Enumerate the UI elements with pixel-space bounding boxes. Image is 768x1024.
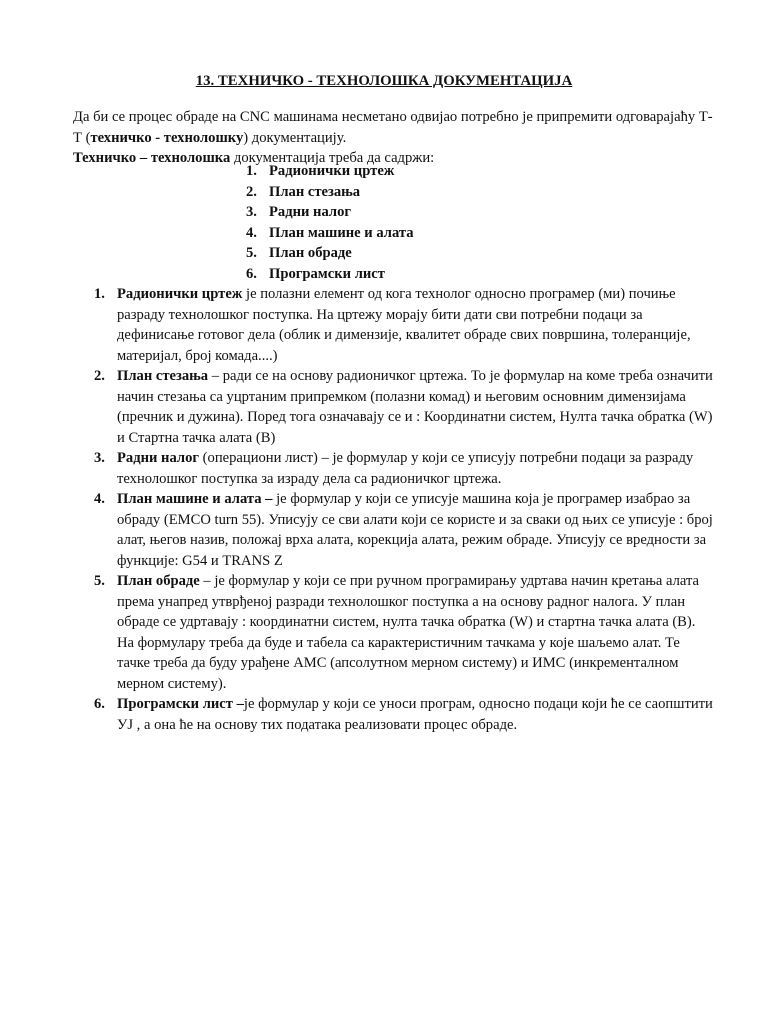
contents-list-item — [246, 243, 414, 264]
details-list — [94, 284, 714, 735]
contents-list-item — [246, 264, 414, 285]
item-label: План обраде — [269, 245, 352, 261]
item-number: 3. — [246, 204, 257, 220]
detail-term: Програмски лист – — [117, 696, 244, 712]
intro-section — [73, 107, 713, 169]
contents-list-item — [246, 202, 414, 223]
detail-text: је формулар у који се уписује машина која је програмер изабрао за обраду (EMCO turn 55). Уписују се сви алати који се користе и за сваки од њих се уписује : број алат, његов назив, положај врха алата, корекција алата, режим обраде. Уписују се вредности за функције: G54 и TRANS Z — [117, 491, 713, 569]
detail-text: је формулар у који се уноси програм, односно подаци који ће се саопштити УЈ , а она ће на основу тих података реализовати процес обраде. — [117, 696, 713, 733]
item-number: 2. — [94, 368, 105, 384]
contents-list-item — [246, 223, 414, 244]
contents-lead-text: документација треба да садржи: — [230, 150, 435, 166]
detail-term: Радионички цртеж — [117, 286, 243, 302]
detail-text: – је формулар у који се при ручном програмирању удртава начин кретања алата према унапред утврђеној разради технолошког поступка а на основу радног налога. У план обраде се удртавају : координатни систем, нулта тачка обратка (W) и стартна тачка алата (B). На формулару треба да буде и табела са карактеристичним тачкама у које шаљемо алат. Те тачке треба да буду урађене АМС (апсолутном мерном систему) и ИМС (инкременталном мерном систему). — [117, 573, 700, 692]
item-number: 3. — [94, 450, 105, 466]
intro-bold-term: техничко - технолошку — [90, 129, 244, 146]
item-number: 1. — [94, 286, 105, 302]
detail-item-program-sheet — [94, 694, 714, 735]
detail-text: – ради се на основу радионичког цртежа. То је формулар на коме треба означити начин стезања са уцртаним припремком (полазни комад) и његовим основним димензијама (пречник и дужина). Поред тога означавају се и : Координатни систем, Нулта тачка обратка (W) и Стартна тачка алата (B) — [117, 368, 713, 446]
item-number: 4. — [94, 491, 105, 507]
detail-item-work-order — [94, 448, 714, 489]
detail-term: Радни налог — [117, 450, 200, 466]
detail-item-clamping-plan — [94, 366, 714, 448]
contents-list-item — [246, 182, 414, 203]
item-label: План машине и алата — [269, 224, 414, 241]
item-number: 2. — [246, 183, 257, 200]
intro-paragraph — [73, 107, 713, 148]
detail-item-machine-tool-plan — [94, 489, 714, 571]
item-number: 6. — [94, 696, 105, 712]
item-label: План стезања — [269, 183, 361, 200]
detail-text: је полазни елемент од кога технолог односно програмер (ми) почиње разраду технолошког поступка. На цртежу морају бити дати сви потребни подаци за дефинисање готовог дела (облик и димензије, квалитет обраде свих површина, толеранције, материјал, број комада....) — [117, 286, 691, 364]
detail-term: План стезања — [117, 368, 209, 384]
detail-term: План машине и алата – — [117, 491, 273, 507]
item-label: Радни налог — [269, 204, 352, 220]
page-title: 13. ТЕХНИЧКО - ТЕХНОЛОШКА ДОКУМЕНТАЦИЈА — [195, 73, 573, 89]
item-number: 5. — [94, 573, 105, 589]
item-number: 6. — [246, 265, 257, 282]
detail-text: (операциони лист) – је формулар у који се уписују потребни подаци за разраду технолошког поступка за израду дела са радионичког цртежа. — [117, 450, 694, 487]
item-label: Радионички цртеж — [269, 163, 395, 179]
contents-list — [246, 161, 414, 284]
contents-lead-bold: Техничко – технолошка — [73, 150, 231, 166]
item-number: 1. — [246, 163, 257, 179]
detail-term: План обраде — [117, 573, 200, 589]
item-number: 4. — [246, 224, 257, 241]
contents-list-item — [246, 161, 414, 182]
detail-item-machining-plan — [94, 571, 714, 694]
intro-text-end: ) документацију. — [243, 129, 347, 146]
detail-item-workshop-drawing — [94, 284, 714, 366]
item-label: Програмски лист — [269, 265, 385, 282]
item-number: 5. — [246, 245, 257, 261]
intro-text-start: Да би се процес обраде на CNC машинама несметано одвијао потребно је припремити одговарајаћу Т-Т ( — [73, 109, 713, 146]
